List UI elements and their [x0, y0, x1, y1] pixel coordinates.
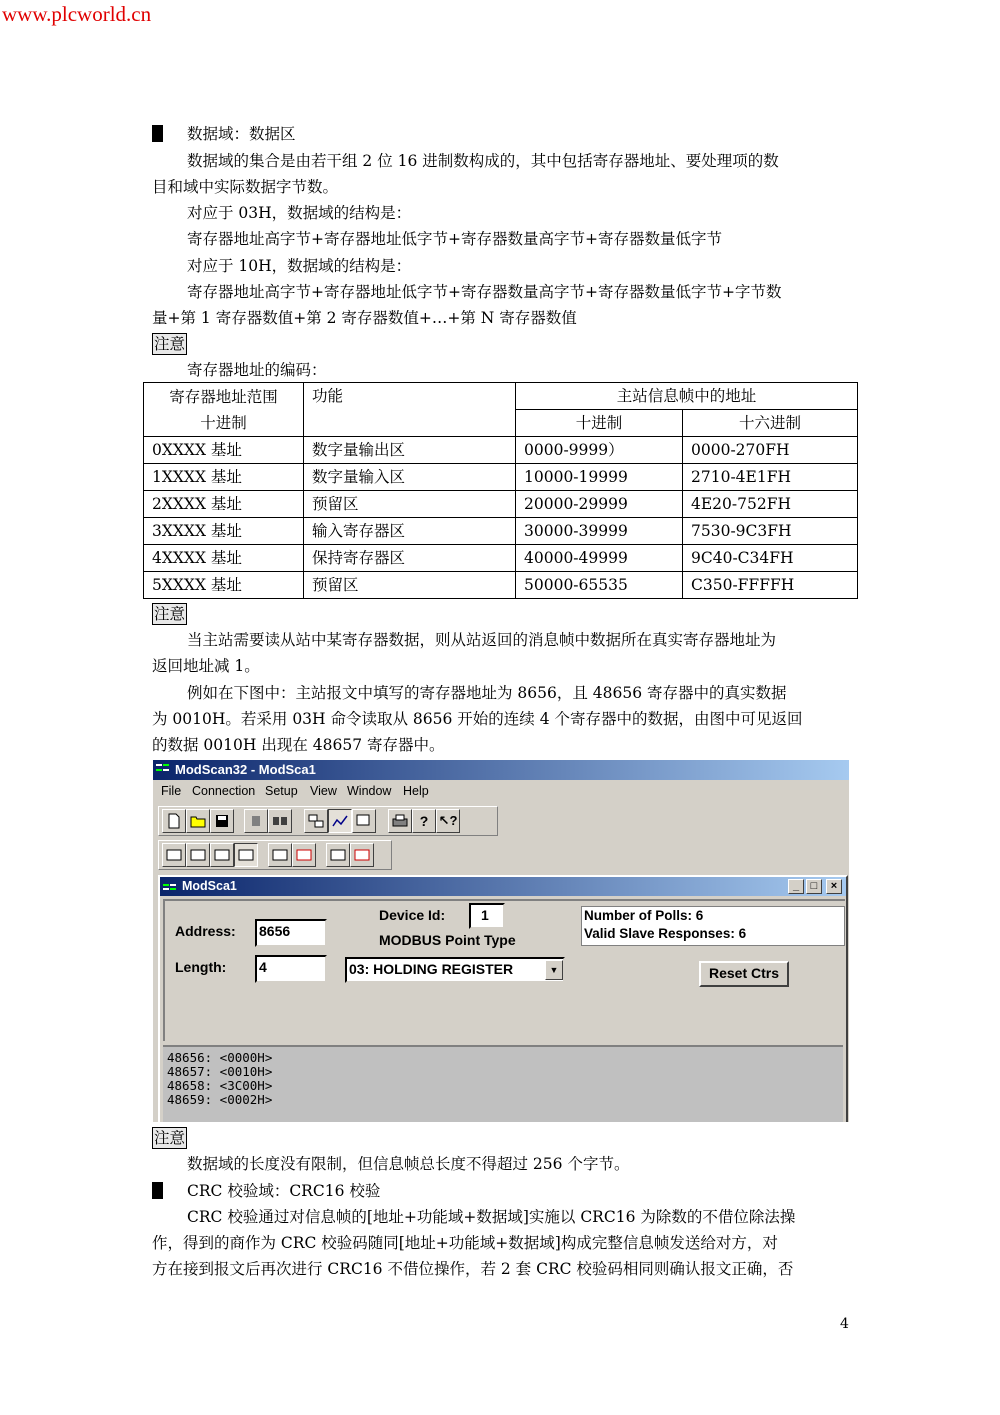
data-display [163, 1045, 843, 1122]
table-cell: 4XXXX 基址 [144, 545, 304, 572]
table-row [144, 491, 858, 518]
child-app-icon [163, 880, 177, 892]
table-cell: 保持寄存器区 [304, 545, 516, 572]
table-row [144, 545, 858, 572]
poll-status-box [581, 906, 845, 946]
table-cell: 2710-4E1FH [683, 464, 858, 491]
table-cell: 数字量输入区 [304, 464, 516, 491]
table-cell: 1XXXX 基址 [144, 464, 304, 491]
bullet-icon [152, 125, 163, 142]
device-id-label: Device Id: [379, 907, 446, 923]
binary-format-icon[interactable] [162, 843, 186, 867]
table-cell: 预留区 [304, 491, 516, 518]
point-type-select[interactable] [345, 957, 565, 983]
section-heading: 数据域：数据区 [187, 125, 296, 143]
table-cell: 预留区 [304, 572, 516, 599]
maximize-icon[interactable]: □ [806, 879, 822, 894]
table-row [144, 518, 858, 545]
table-cell: 40000-49999 [516, 545, 683, 572]
length-label: Length: [175, 959, 227, 975]
valid-responses: Valid Slave Responses: 6 [584, 926, 747, 941]
paragraph: 数据域的集合是由若干组 2 位 16 进制数构成的，其中包括寄存器地址、要处理项的数 [187, 152, 779, 170]
toolbar-format [158, 840, 392, 870]
paragraph: 当主站需要读从站中某寄存器数据，则从站返回的消息帧中数据所在真实寄存器地址为 [187, 631, 777, 649]
section-heading: CRC 校验域：CRC16 校验 [187, 1182, 381, 1200]
menu-view[interactable]: View [310, 784, 337, 798]
context-help-icon[interactable]: ↖? [436, 809, 460, 833]
paragraph: 方在接到报文后再次进行 CRC16 不借位操作，若 2 套 CRC 校验码相同则确认报文正确，否 [152, 1260, 794, 1278]
table-cell: C350-FFFFH [683, 572, 858, 599]
child-title: ModSca1 [182, 879, 237, 893]
connect-icon[interactable] [244, 809, 268, 833]
hex-format-icon[interactable] [234, 843, 258, 867]
register-table [143, 382, 858, 599]
table-cell: 2XXXX 基址 [144, 491, 304, 518]
table-cell: 7530-9C3FH [683, 518, 858, 545]
paragraph: 对应于 03H，数据域的结构是： [187, 204, 412, 222]
paragraph: 寄存器地址高字节+寄存器地址低字节+寄存器数量高字节+寄存器数量低字节 [187, 230, 722, 248]
reset-counters-button[interactable]: Reset Ctrs [699, 961, 789, 987]
display-data-icon[interactable] [328, 809, 352, 833]
paragraph: 寄存器地址高字节+寄存器地址低字节+寄存器数量高字节+寄存器数量低字节+字节数 [187, 283, 782, 301]
print-icon[interactable] [388, 809, 412, 833]
table-cell: 30000-39999 [516, 518, 683, 545]
table-row [144, 572, 858, 599]
child-window [158, 875, 848, 1122]
menu-help[interactable]: Help [403, 784, 429, 798]
table-header-range [144, 383, 304, 437]
device-id-input[interactable]: 1 [469, 903, 505, 929]
menubar [153, 782, 849, 802]
paragraph: 为 0010H。若采用 03H 命令读取从 8656 开始的连续 4 个寄存器中的数据，由图中可见返回 [152, 710, 803, 728]
table-header-row [144, 383, 858, 410]
table-cell: 0XXXX 基址 [144, 437, 304, 464]
paragraph: 例如在下图中：主站报文中填写的寄存器地址为 8656，且 48656 寄存器中的真实数据 [187, 684, 787, 702]
table-header-func: 功能 [304, 383, 516, 437]
note-label: 注意 [154, 335, 186, 353]
paragraph: 目和域中实际数据字节数。 [152, 178, 339, 196]
header-range-label: 寄存器地址范围 [169, 387, 278, 406]
polls-count: Number of Polls: 6 [584, 908, 704, 923]
decimal-format-icon[interactable] [186, 843, 210, 867]
menu-file[interactable]: File [161, 784, 182, 798]
table-cell: 5XXXX 基址 [144, 572, 304, 599]
point-type-value: 03: HOLDING REGISTER [349, 961, 514, 977]
double-swap-icon[interactable] [350, 843, 374, 867]
help-question-icon[interactable]: ? [412, 809, 436, 833]
toolbar-main [158, 806, 498, 836]
note-label: 注意 [154, 605, 186, 623]
table-header-hex: 十六进制 [683, 410, 858, 437]
menu-setup[interactable]: Setup [265, 784, 298, 798]
table-cell: 数字量输出区 [304, 437, 516, 464]
table-caption: 寄存器地址的编码： [187, 361, 327, 379]
table-row [144, 437, 858, 464]
table-cell: 20000-29999 [516, 491, 683, 518]
child-titlebar [160, 877, 846, 896]
table-cell: 50000-65535 [516, 572, 683, 599]
bullet-icon [152, 1182, 163, 1199]
paragraph: 返回地址减 1。 [152, 657, 260, 675]
data-row: 48659: <0002H> [167, 1092, 273, 1107]
note-label: 注意 [154, 1129, 186, 1147]
table-row [144, 464, 858, 491]
close-icon[interactable]: × [826, 879, 842, 894]
save-icon[interactable] [210, 809, 234, 833]
modscan-screenshot [153, 760, 849, 1122]
paragraph: 量+第 1 寄存器数值+第 2 寄存器数值+…+第 N 寄存器数值 [152, 309, 577, 327]
menu-connection[interactable]: Connection [192, 784, 256, 798]
paragraph: 数据域的长度没有限制，但信息帧总长度不得超过 256 个字节。 [187, 1155, 630, 1173]
app-icon [156, 763, 170, 775]
config-panel [163, 899, 845, 1041]
data-row: 48657: <0010H> [167, 1064, 273, 1079]
table-cell: 0000-9999） [516, 437, 683, 464]
table-header-addr: 主站信息帧中的地址 [516, 383, 858, 410]
float-format-icon[interactable] [268, 843, 292, 867]
paragraph: CRC 校验通过对信息帧的[地址+功能域+数据域]实施以 CRC16 为除数的不借位除法操 [187, 1208, 796, 1226]
header-range-sub: 十进制 [200, 413, 247, 432]
address-label: Address: [175, 923, 236, 939]
open-folder-icon[interactable] [186, 809, 210, 833]
table-cell: 10000-19999 [516, 464, 683, 491]
address-input[interactable]: 8656 [255, 919, 327, 947]
table-cell: 输入寄存器区 [304, 518, 516, 545]
length-input[interactable]: 4 [255, 955, 327, 983]
double-format-icon[interactable] [326, 843, 350, 867]
minimize-icon[interactable]: _ [788, 879, 804, 894]
data-row: 48656: <0000H> [167, 1050, 273, 1065]
watermark: www.plcworld.cn [2, 2, 152, 26]
integer-format-icon[interactable] [210, 843, 234, 867]
disconnect-icon[interactable] [268, 809, 292, 833]
paragraph: 对应于 10H，数据域的结构是： [187, 257, 412, 275]
table-header-dec: 十进制 [516, 410, 683, 437]
menu-window[interactable]: Window [347, 784, 392, 798]
table-cell: 9C40-C34FH [683, 545, 858, 572]
paragraph: 的数据 0010H 出现在 48657 寄存器中。 [152, 736, 445, 754]
app-titlebar [153, 760, 849, 780]
new-file-icon[interactable] [162, 809, 186, 833]
page-number: 4 [840, 1316, 849, 1332]
display-config-icon[interactable] [304, 809, 328, 833]
display-traffic-icon[interactable] [352, 809, 376, 833]
table-cell: 4E20-752FH [683, 491, 858, 518]
table-cell: 3XXXX 基址 [144, 518, 304, 545]
table-cell: 0000-270FH [683, 437, 858, 464]
float-swap-icon[interactable] [292, 843, 316, 867]
chevron-down-icon[interactable]: ▼ [545, 960, 563, 980]
point-type-label: MODBUS Point Type [379, 932, 516, 948]
app-title: ModScan32 - ModSca1 [175, 762, 316, 777]
data-row: 48658: <3C00H> [167, 1078, 273, 1093]
paragraph: 作，得到的商作为 CRC 校验码随同[地址+功能域+数据域]构成完整信息帧发送给对方，对 [152, 1234, 778, 1252]
